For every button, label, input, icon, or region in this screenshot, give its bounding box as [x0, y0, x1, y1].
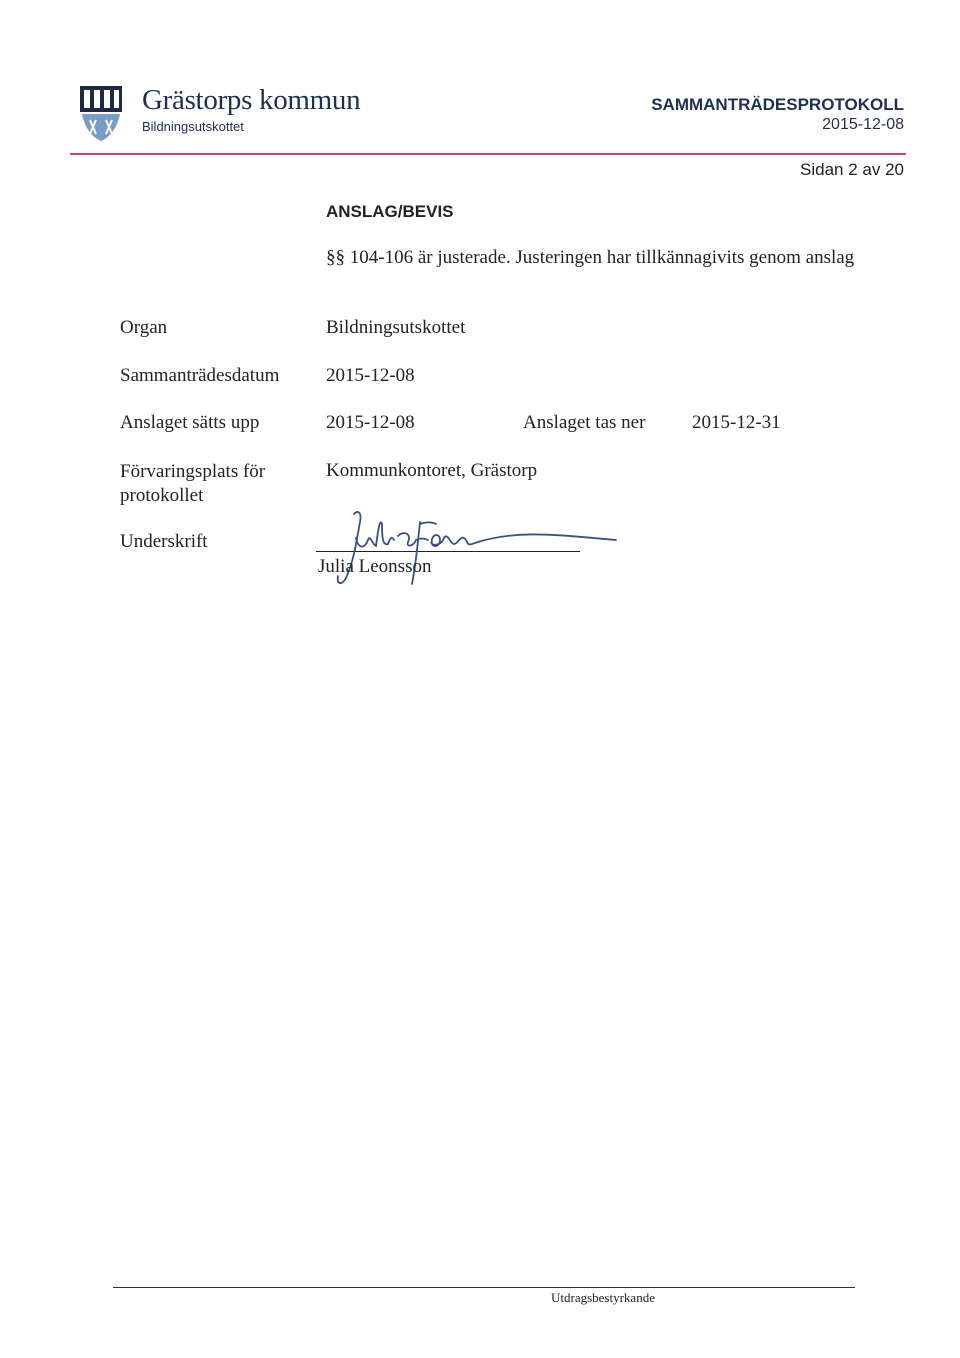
org-name: Grästorps kommun: [142, 84, 361, 116]
notice-text: §§ 104-106 är justerade. Justeringen har tillkännagivits genom anslag: [326, 247, 855, 268]
document-type: SAMMANTRÄDESPROTOKOLL: [651, 95, 904, 114]
signer-name: Julia Leonsson: [318, 556, 432, 577]
posted-label: Anslaget sätts upp: [120, 412, 260, 433]
municipality-logo-icon: [80, 86, 122, 142]
header-divider: [70, 153, 906, 155]
org-department: Bildningsutskottet: [142, 119, 244, 134]
document-date: 2015-12-08: [822, 116, 904, 133]
footer-divider: [113, 1287, 855, 1288]
organ-label: Organ: [120, 317, 168, 338]
organ-value: Bildningsutskottet: [326, 317, 466, 338]
removed-label: Anslaget tas ner: [523, 412, 646, 433]
storage-value: Kommunkontoret, Grästorp: [326, 460, 538, 481]
page-number: Sidan 2 av 20: [800, 160, 904, 179]
storage-label: Förvaringsplats för protokollet: [120, 461, 266, 506]
meeting-date-value: 2015-12-08: [326, 365, 415, 386]
signature-label: Underskrift: [120, 531, 208, 552]
removed-value: 2015-12-31: [692, 412, 781, 433]
notice-title: ANSLAG/BEVIS: [326, 202, 454, 221]
posted-value: 2015-12-08: [326, 412, 415, 433]
meeting-date-label: Sammanträdesdatum: [120, 365, 280, 386]
footer-label: Utdragsbestyrkande: [551, 1290, 655, 1305]
